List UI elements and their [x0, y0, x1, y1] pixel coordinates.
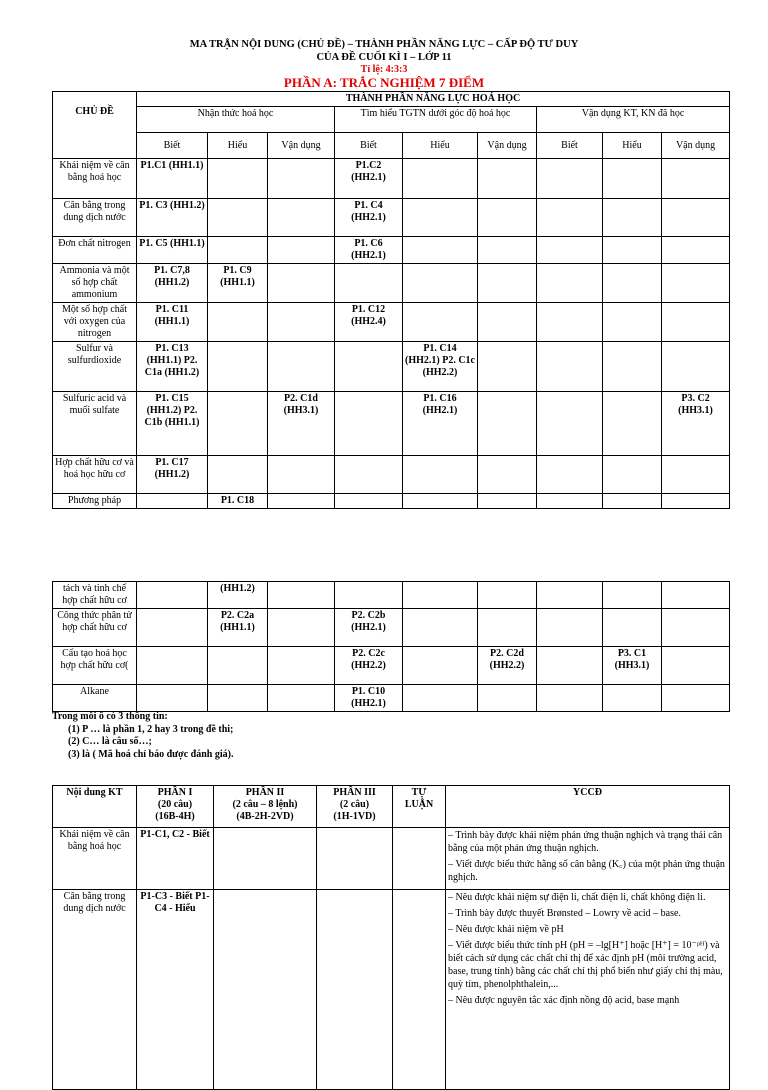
matrix-cell [478, 159, 537, 199]
matrix-cell [208, 159, 268, 199]
matrix-cell [478, 199, 537, 237]
topic-cell: Một số hợp chất với oxygen của nitrogen [53, 303, 137, 342]
requirement-line: – Trình bày được khái niệm phản ứng thuận nghịch và trạng thái cân bằng của một phản ứng thuận nghịch. [448, 830, 723, 854]
matrix-cell [208, 342, 268, 392]
group-application: Vận dụng KT, KN đã học [537, 107, 730, 133]
matrix-cell [208, 685, 268, 712]
matrix-cell [403, 582, 478, 609]
matrix-cell: P3. C1 (HH3.1) [603, 647, 662, 685]
column-header-line: TỰ [411, 787, 427, 798]
matrix-cell [335, 392, 403, 456]
matrix-cell [335, 342, 403, 392]
matrix-cell [662, 303, 730, 342]
matrix-cell [478, 456, 537, 494]
table-row [53, 609, 730, 647]
matrix-cell [137, 609, 208, 647]
group-cognition: Nhận thức hoá học [137, 107, 335, 133]
topic-header: CHỦ ĐỀ [53, 92, 137, 159]
matrix-cell [603, 303, 662, 342]
table-row [53, 582, 730, 609]
matrix-cell [537, 647, 603, 685]
table-row [53, 828, 730, 890]
matrix-cell [268, 264, 335, 303]
matrix-cell [662, 456, 730, 494]
topic-cell: tách và tinh chế hợp chất hữu cơ [53, 582, 137, 609]
requirement-line: – Nêu được nguyên tắc xác định nồng độ acid, base mạnh [448, 995, 680, 1006]
competency-matrix-table [52, 91, 730, 509]
part1-cell: P1-C3 - Biết P1-C4 - Hiểu [137, 890, 214, 1090]
level-header: Biết [137, 133, 208, 159]
matrix-cell [268, 494, 335, 509]
column-header-line: PHẦN II [245, 787, 285, 798]
matrix-cell: P1. C4 (HH2.1) [335, 199, 403, 237]
requirement-line: – Nêu được khái niệm về pH [448, 924, 564, 935]
column-header-line: LUẬN [404, 799, 434, 810]
matrix-cell [268, 456, 335, 494]
column-header [446, 786, 730, 828]
matrix-cell [403, 647, 478, 685]
column-header [393, 786, 446, 828]
matrix-cell [662, 494, 730, 509]
matrix-cell: P1. C15 (HH1.2) P2. C1b (HH1.1) [137, 392, 208, 456]
column-header-line: PHẦN I [157, 787, 193, 798]
matrix-cell [208, 392, 268, 456]
group-header: THÀNH PHẦN NĂNG LỰC HOÁ HỌC [137, 92, 730, 107]
matrix-cell [478, 582, 537, 609]
matrix-cell [208, 303, 268, 342]
matrix-cell [208, 456, 268, 494]
matrix-cell [478, 342, 537, 392]
matrix-cell [137, 582, 208, 609]
matrix-cell [662, 264, 730, 303]
matrix-cell [335, 264, 403, 303]
matrix-cell [603, 582, 662, 609]
matrix-cell [662, 237, 730, 264]
requirement-line: – Viết được biểu thức tính pH (pH = –lg[H⁺] hoặc [H⁺] = 10⁻ᵖᴴ) và biết cách sử dụng các chất chỉ thị để xác định pH (môi trường acid, base, trung tính) bằng các chất chỉ thị phổ biến như giấy chỉ thị màu, quỳ tím, phenolphthalein,... [448, 940, 723, 990]
topic-cell: Cấu tạo hoá học hợp chất hữu cơ( [53, 647, 137, 685]
matrix-cell: P2. C2d (HH2.2) [478, 647, 537, 685]
matrix-cell [537, 199, 603, 237]
column-header-line: (4B-2H-2VD) [236, 811, 294, 822]
matrix-cell [662, 685, 730, 712]
topic-cell: Phương pháp [53, 494, 137, 509]
matrix-cell: P1. C18 [208, 494, 268, 509]
level-header: Hiểu [603, 133, 662, 159]
matrix-cell: P1.C2 (HH2.1) [335, 159, 403, 199]
matrix-cell [537, 685, 603, 712]
matrix-cell [478, 494, 537, 509]
matrix-cell [403, 199, 478, 237]
requirement-line: – Viết được biểu thức hằng số cân bằng (K꜀) của một phản ứng thuận nghịch. [448, 859, 725, 883]
content-requirements-table [52, 785, 730, 1090]
matrix-cell [478, 237, 537, 264]
matrix-cell [478, 303, 537, 342]
topic-cell: Sulfuric acid và muối sulfate [53, 392, 137, 456]
matrix-cell [603, 199, 662, 237]
column-header-line: (2 câu) [339, 799, 370, 810]
matrix-cell: P1. C13 (HH1.1) P2. C1a (HH1.2) [137, 342, 208, 392]
matrix-cell: P2. C1d (HH3.1) [268, 392, 335, 456]
matrix-cell [662, 582, 730, 609]
matrix-cell: P2. C2a (HH1.1) [208, 609, 268, 647]
topic-cell: Đơn chất nitrogen [53, 237, 137, 264]
matrix-cell: P1. C5 (HH1.1) [137, 237, 208, 264]
matrix-cell: P1. C14 (HH2.1) P2. C1c (HH2.2) [403, 342, 478, 392]
matrix-cell: P1.C1 (HH1.1) [137, 159, 208, 199]
matrix-cell [603, 237, 662, 264]
column-header-line: Nội dung KT [66, 787, 123, 798]
empty-cell [317, 890, 393, 1090]
matrix-cell [137, 647, 208, 685]
content-topic-cell: Cân bằng trong dung dịch nước [53, 890, 137, 1090]
matrix-cell: P2. C2b (HH2.1) [335, 609, 403, 647]
matrix-cell [537, 159, 603, 199]
matrix-cell [268, 582, 335, 609]
notes-intro: Trong mỗi ô có 3 thông tin: [52, 711, 168, 722]
document-subtitle: CỦA ĐỀ CUỐI KÌ I – LỚP 11 [316, 52, 452, 63]
matrix-cell [268, 237, 335, 264]
matrix-cell [603, 456, 662, 494]
table-row [53, 494, 730, 509]
matrix-cell [268, 199, 335, 237]
matrix-cell [537, 392, 603, 456]
matrix-cell [662, 647, 730, 685]
matrix-cell [268, 685, 335, 712]
column-header-line: (2 câu – 8 lệnh) [232, 799, 298, 810]
matrix-cell [208, 647, 268, 685]
matrix-cell [478, 392, 537, 456]
topic-cell: Khái niệm về cân bằng hoá học [53, 159, 137, 199]
competency-matrix-continued-table [52, 581, 730, 712]
requirements-cell [446, 828, 730, 890]
matrix-cell: P1. C10 (HH2.1) [335, 685, 403, 712]
column-header-line: (20 câu) [157, 799, 193, 810]
matrix-cell [403, 159, 478, 199]
table-row [53, 890, 730, 1090]
matrix-cell [537, 264, 603, 303]
matrix-cell [403, 494, 478, 509]
part1-cell: P1-C1, C2 - Biết [137, 828, 214, 890]
notes-item: (2) C… là câu số…; [68, 736, 152, 747]
matrix-cell [537, 456, 603, 494]
level-header: Hiểu [403, 133, 478, 159]
matrix-cell [662, 199, 730, 237]
table-row [53, 685, 730, 712]
empty-cell [214, 890, 317, 1090]
column-header [53, 786, 137, 828]
notes-item: (3) là ( Mã hoá chỉ báo được đánh giá). [68, 748, 234, 760]
group-inquiry: Tìm hiểu TGTN dưới góc độ hoá học [335, 107, 537, 133]
matrix-cell [403, 303, 478, 342]
column-header [317, 786, 393, 828]
level-header: Vận dụng [662, 133, 730, 159]
matrix-cell [403, 685, 478, 712]
legend-notes [52, 711, 233, 761]
matrix-cell [208, 237, 268, 264]
matrix-cell: P3. C2 (HH3.1) [662, 392, 730, 456]
matrix-cell [403, 609, 478, 647]
matrix-cell [268, 159, 335, 199]
matrix-cell [603, 609, 662, 647]
document-title: MA TRẬN NỘI DUNG (CHỦ ĐỀ) – THÀNH PHẦN NĂNG LỰC – CẤP ĐỘ TƯ DUY [189, 39, 579, 50]
matrix-cell [137, 685, 208, 712]
table-row [53, 342, 730, 392]
level-header: Hiểu [208, 133, 268, 159]
column-header [214, 786, 317, 828]
matrix-cell [403, 456, 478, 494]
content-topic-cell: Khái niệm về cân bằng hoá học [53, 828, 137, 890]
matrix-cell [603, 494, 662, 509]
matrix-cell [268, 647, 335, 685]
ratio-label: Tỉ lệ: 4:3:3 [360, 64, 408, 75]
empty-cell [317, 828, 393, 890]
requirement-line: – Trình bày được thuyết Brønsted – Lowry về acid – base. [448, 908, 681, 919]
table-row [53, 199, 730, 237]
requirement-line: – Nêu được khái niệm sự điện li, chất điện li, chất không điện li. [448, 892, 706, 903]
matrix-cell [335, 494, 403, 509]
table-row [53, 456, 730, 494]
matrix-cell [603, 392, 662, 456]
matrix-cell [268, 342, 335, 392]
matrix-cell [268, 609, 335, 647]
matrix-cell [603, 685, 662, 712]
matrix-cell: P1. C7,8 (HH1.2) [137, 264, 208, 303]
matrix-cell [268, 303, 335, 342]
matrix-cell [537, 237, 603, 264]
topic-cell: Sulfur và sulfurdioxide [53, 342, 137, 392]
matrix-cell [403, 264, 478, 303]
column-header-line: YCCĐ [573, 787, 602, 798]
level-header: Biết [537, 133, 603, 159]
topic-cell: Alkane [53, 685, 137, 712]
matrix-cell: P1. C11 (HH1.1) [137, 303, 208, 342]
matrix-cell: P2. C2c (HH2.2) [335, 647, 403, 685]
level-header: Vận dụng [478, 133, 537, 159]
requirements-cell [446, 890, 730, 1090]
column-header [137, 786, 214, 828]
matrix-cell [478, 264, 537, 303]
topic-cell: Cân bằng trong dung dịch nước [53, 199, 137, 237]
table-row [53, 303, 730, 342]
topic-cell: Hợp chất hữu cơ và hoá học hữu cơ [53, 456, 137, 494]
matrix-cell: P1. C6 (HH2.1) [335, 237, 403, 264]
matrix-cell [537, 582, 603, 609]
matrix-cell [603, 159, 662, 199]
empty-cell [393, 828, 446, 890]
matrix-cell: (HH1.2) [208, 582, 268, 609]
matrix-cell [335, 582, 403, 609]
level-header: Biết [335, 133, 403, 159]
matrix-cell [403, 237, 478, 264]
matrix-cell [537, 609, 603, 647]
empty-cell [393, 890, 446, 1090]
matrix-cell [478, 685, 537, 712]
table-row [53, 237, 730, 264]
matrix-cell [662, 159, 730, 199]
notes-item: (1) P … là phần 1, 2 hay 3 trong đề thi; [68, 723, 234, 735]
table-row [53, 647, 730, 685]
matrix-cell [603, 264, 662, 303]
level-header: Vận dụng [268, 133, 335, 159]
matrix-cell [662, 342, 730, 392]
column-header-line: PHẦN III [333, 787, 376, 798]
matrix-cell [662, 609, 730, 647]
matrix-cell [137, 494, 208, 509]
matrix-cell [478, 609, 537, 647]
table-row [53, 159, 730, 199]
matrix-cell: P1. C3 (HH1.2) [137, 199, 208, 237]
matrix-cell: P1. C9 (HH1.1) [208, 264, 268, 303]
matrix-cell: P1. C17 (HH1.2) [137, 456, 208, 494]
matrix-cell: P1. C12 (HH2.4) [335, 303, 403, 342]
matrix-cell [335, 456, 403, 494]
matrix-cell [537, 303, 603, 342]
matrix-cell [537, 342, 603, 392]
matrix-cell [603, 342, 662, 392]
topic-cell: Công thức phân tử hợp chất hữu cơ [53, 609, 137, 647]
matrix-cell [537, 494, 603, 509]
matrix-cell: P1. C16 (HH2.1) [403, 392, 478, 456]
topic-cell: Ammonia và một số hợp chất ammonium [53, 264, 137, 303]
matrix-cell [208, 199, 268, 237]
empty-cell [214, 828, 317, 890]
table-row [53, 392, 730, 456]
column-header-line: (16B-4H) [155, 811, 195, 822]
column-header-line: (1H-1VD) [333, 811, 376, 822]
table-row [53, 264, 730, 303]
part-a-heading: PHẦN A: TRẮC NGHIỆM 7 ĐIỂM [283, 75, 485, 90]
